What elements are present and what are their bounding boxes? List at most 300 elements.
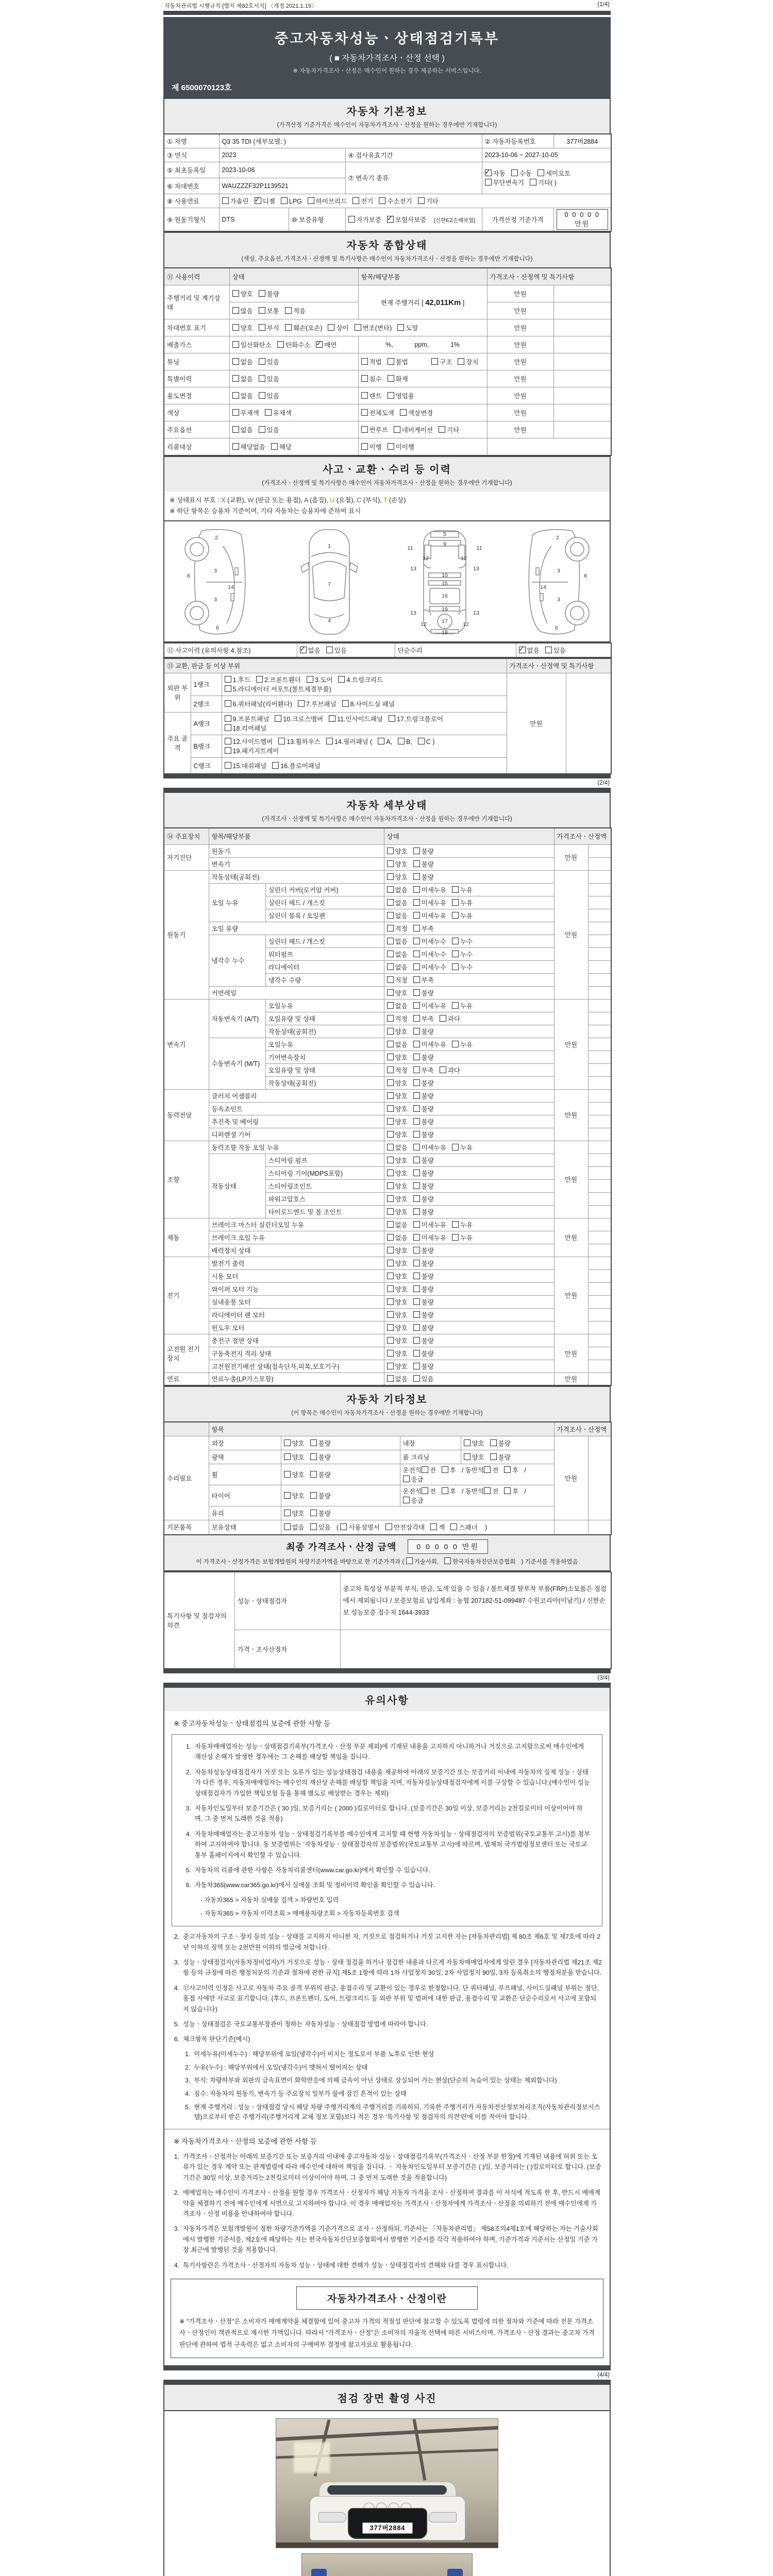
- checkbox-option[interactable]: [413, 1362, 434, 1371]
- unchecked-checkbox-icon[interactable]: [413, 1144, 420, 1150]
- unchecked-checkbox-icon[interactable]: [310, 1453, 317, 1460]
- unchecked-checkbox-icon[interactable]: [326, 738, 333, 744]
- checkbox-option[interactable]: [310, 1470, 331, 1479]
- checkbox-option[interactable]: [413, 859, 434, 869]
- checkbox-option[interactable]: [413, 988, 434, 997]
- unchecked-checkbox-icon[interactable]: [387, 1105, 394, 1112]
- unchecked-checkbox-icon[interactable]: [452, 951, 459, 957]
- checkbox-option[interactable]: [387, 1040, 408, 1049]
- checkbox-option[interactable]: [511, 168, 532, 178]
- checkbox-option[interactable]: [452, 1040, 473, 1049]
- unchecked-checkbox-icon[interactable]: [387, 1118, 394, 1125]
- checkbox-option[interactable]: [284, 1438, 305, 1448]
- unchecked-checkbox-icon[interactable]: [452, 963, 459, 970]
- checkbox-option[interactable]: [413, 1091, 434, 1100]
- unchecked-checkbox-icon[interactable]: [310, 1523, 317, 1530]
- unchecked-checkbox-icon[interactable]: [265, 409, 272, 416]
- unchecked-checkbox-icon[interactable]: [464, 1439, 470, 1446]
- checkbox-option[interactable]: [259, 323, 279, 332]
- checkbox-option[interactable]: [387, 885, 408, 894]
- unchecked-checkbox-icon[interactable]: [387, 1208, 394, 1215]
- unchecked-checkbox-icon[interactable]: [413, 1298, 420, 1305]
- checkbox-option[interactable]: [452, 962, 473, 972]
- checkbox-option[interactable]: [413, 846, 434, 856]
- unchecked-checkbox-icon[interactable]: [413, 899, 420, 906]
- checkbox-option[interactable]: [298, 699, 337, 708]
- checkbox-option[interactable]: [413, 1349, 434, 1358]
- checkbox-option[interactable]: [400, 408, 433, 417]
- checkbox-option[interactable]: [387, 1323, 408, 1332]
- checkbox-option[interactable]: [413, 1014, 434, 1023]
- unchecked-checkbox-icon[interactable]: [281, 197, 288, 204]
- unchecked-checkbox-icon[interactable]: [413, 976, 420, 983]
- checkbox-option[interactable]: [340, 1522, 379, 1532]
- unchecked-checkbox-icon[interactable]: [413, 1260, 420, 1266]
- unchecked-checkbox-icon[interactable]: [413, 1118, 420, 1125]
- checkbox-option[interactable]: [387, 1362, 408, 1371]
- checkbox-option[interactable]: [225, 737, 273, 746]
- unchecked-checkbox-icon[interactable]: [387, 951, 394, 957]
- checkbox-option[interactable]: [389, 714, 443, 723]
- checkbox-option[interactable]: [387, 1297, 408, 1307]
- checkbox-option[interactable]: [355, 323, 392, 332]
- checkbox-option[interactable]: [444, 1557, 515, 1566]
- unchecked-checkbox-icon[interactable]: [398, 738, 405, 744]
- checkbox-option[interactable]: [484, 1486, 498, 1496]
- unchecked-checkbox-icon[interactable]: [413, 1375, 420, 1382]
- checkbox-option[interactable]: [387, 975, 408, 985]
- checkbox-option[interactable]: [232, 306, 253, 315]
- checkbox-option[interactable]: [430, 1522, 445, 1532]
- unchecked-checkbox-icon[interactable]: [232, 307, 239, 314]
- checkbox-option[interactable]: [387, 1104, 408, 1113]
- checkbox-option[interactable]: [387, 1181, 408, 1191]
- unchecked-checkbox-icon[interactable]: [225, 715, 231, 722]
- checked-checkbox-icon[interactable]: [519, 647, 526, 653]
- unchecked-checkbox-icon[interactable]: [400, 409, 407, 416]
- checked-checkbox-icon[interactable]: [300, 647, 307, 653]
- checkbox-option[interactable]: [452, 1001, 473, 1010]
- checkbox-option[interactable]: [403, 1496, 424, 1505]
- unchecked-checkbox-icon[interactable]: [387, 1234, 394, 1241]
- unchecked-checkbox-icon[interactable]: [232, 392, 239, 399]
- checkbox-option[interactable]: [413, 1143, 446, 1152]
- unchecked-checkbox-icon[interactable]: [413, 1041, 420, 1047]
- checkbox-option[interactable]: [387, 1053, 408, 1062]
- unchecked-checkbox-icon[interactable]: [452, 1221, 459, 1228]
- checkbox-option[interactable]: [504, 1465, 518, 1475]
- unchecked-checkbox-icon[interactable]: [418, 738, 425, 744]
- unchecked-checkbox-icon[interactable]: [225, 676, 231, 683]
- unchecked-checkbox-icon[interactable]: [225, 724, 231, 731]
- unchecked-checkbox-icon[interactable]: [413, 989, 420, 996]
- checkbox-option[interactable]: [418, 196, 439, 206]
- unchecked-checkbox-icon[interactable]: [442, 1466, 448, 1473]
- checkbox-option[interactable]: [284, 1452, 305, 1462]
- unchecked-checkbox-icon[interactable]: [275, 715, 281, 722]
- unchecked-checkbox-icon[interactable]: [387, 1273, 394, 1279]
- unchecked-checkbox-icon[interactable]: [222, 197, 229, 204]
- unchecked-checkbox-icon[interactable]: [348, 216, 355, 223]
- unchecked-checkbox-icon[interactable]: [387, 912, 394, 919]
- unchecked-checkbox-icon[interactable]: [387, 1170, 394, 1176]
- unchecked-checkbox-icon[interactable]: [388, 443, 394, 450]
- checkbox-option[interactable]: [440, 1065, 460, 1075]
- checkbox-option[interactable]: [422, 1465, 436, 1475]
- unchecked-checkbox-icon[interactable]: [285, 324, 292, 331]
- checkbox-option[interactable]: [379, 196, 412, 206]
- unchecked-checkbox-icon[interactable]: [458, 358, 464, 365]
- unchecked-checkbox-icon[interactable]: [537, 170, 544, 176]
- checkbox-option[interactable]: [271, 442, 292, 451]
- unchecked-checkbox-icon[interactable]: [387, 1028, 394, 1035]
- checkbox-option[interactable]: [265, 408, 292, 417]
- checkbox-option[interactable]: [361, 425, 388, 434]
- unchecked-checkbox-icon[interactable]: [387, 860, 394, 867]
- checkbox-option[interactable]: [284, 1491, 305, 1500]
- unchecked-checkbox-icon[interactable]: [413, 1273, 420, 1279]
- unchecked-checkbox-icon[interactable]: [413, 848, 420, 854]
- checkbox-option[interactable]: [310, 1438, 331, 1448]
- unchecked-checkbox-icon[interactable]: [259, 324, 265, 331]
- unchecked-checkbox-icon[interactable]: [442, 1487, 448, 1494]
- checkbox-option[interactable]: [388, 442, 414, 451]
- checkbox-option[interactable]: [387, 872, 408, 882]
- checkbox-option[interactable]: [519, 646, 540, 655]
- checkbox-option[interactable]: [387, 1078, 408, 1088]
- unchecked-checkbox-icon[interactable]: [413, 1105, 420, 1112]
- unchecked-checkbox-icon[interactable]: [361, 443, 368, 450]
- car-top-view[interactable]: [280, 527, 378, 637]
- checkbox-option[interactable]: [440, 1014, 460, 1023]
- unchecked-checkbox-icon[interactable]: [271, 443, 278, 450]
- unchecked-checkbox-icon[interactable]: [259, 426, 265, 433]
- unchecked-checkbox-icon[interactable]: [342, 700, 349, 707]
- checkbox-option[interactable]: [284, 1509, 305, 1518]
- checkbox-option[interactable]: [259, 357, 279, 366]
- unchecked-checkbox-icon[interactable]: [225, 738, 231, 744]
- checkbox-option[interactable]: [413, 1027, 434, 1036]
- checkbox-option[interactable]: [387, 846, 408, 856]
- unchecked-checkbox-icon[interactable]: [403, 1476, 410, 1482]
- unchecked-checkbox-icon[interactable]: [387, 1015, 394, 1022]
- unchecked-checkbox-icon[interactable]: [387, 1337, 394, 1344]
- checkbox-option[interactable]: [259, 306, 279, 315]
- unchecked-checkbox-icon[interactable]: [413, 1015, 420, 1022]
- unchecked-checkbox-icon[interactable]: [387, 963, 394, 970]
- checkbox-option[interactable]: [545, 646, 566, 655]
- unchecked-checkbox-icon[interactable]: [504, 1466, 511, 1473]
- checkbox-option[interactable]: [387, 1065, 408, 1075]
- unchecked-checkbox-icon[interactable]: [413, 1350, 420, 1357]
- unchecked-checkbox-icon[interactable]: [225, 685, 231, 692]
- unchecked-checkbox-icon[interactable]: [387, 1247, 394, 1253]
- unchecked-checkbox-icon[interactable]: [413, 1079, 420, 1086]
- unchecked-checkbox-icon[interactable]: [440, 1066, 446, 1073]
- checkbox-option[interactable]: [278, 737, 321, 746]
- unchecked-checkbox-icon[interactable]: [484, 1466, 491, 1473]
- checkbox-option[interactable]: [484, 1465, 498, 1475]
- checkbox-option[interactable]: [387, 1246, 408, 1255]
- unchecked-checkbox-icon[interactable]: [403, 1497, 410, 1503]
- unchecked-checkbox-icon[interactable]: [413, 938, 420, 944]
- checkbox-option[interactable]: [225, 723, 267, 733]
- unchecked-checkbox-icon[interactable]: [387, 1079, 394, 1086]
- unchecked-checkbox-icon[interactable]: [284, 1439, 291, 1446]
- checkbox-option[interactable]: [442, 1465, 456, 1475]
- checkbox-option[interactable]: [232, 340, 272, 349]
- unchecked-checkbox-icon[interactable]: [387, 899, 394, 906]
- unchecked-checkbox-icon[interactable]: [387, 1157, 394, 1163]
- checkbox-option[interactable]: [490, 1452, 511, 1462]
- checkbox-option[interactable]: [310, 1509, 331, 1518]
- unchecked-checkbox-icon[interactable]: [452, 899, 459, 906]
- unchecked-checkbox-icon[interactable]: [413, 1157, 420, 1163]
- unchecked-checkbox-icon[interactable]: [387, 1375, 394, 1382]
- checkbox-option[interactable]: [413, 937, 446, 946]
- unchecked-checkbox-icon[interactable]: [397, 324, 404, 331]
- checkbox-option[interactable]: [413, 1323, 434, 1332]
- checkbox-option[interactable]: [387, 1027, 408, 1036]
- unchecked-checkbox-icon[interactable]: [504, 1487, 511, 1494]
- checkbox-option[interactable]: [413, 1233, 446, 1242]
- checkbox-option[interactable]: [387, 1233, 408, 1242]
- unchecked-checkbox-icon[interactable]: [413, 951, 420, 957]
- checkbox-option[interactable]: [387, 911, 408, 920]
- checkbox-option[interactable]: [338, 675, 383, 684]
- checkbox-option[interactable]: [397, 323, 418, 332]
- checkbox-option[interactable]: [452, 937, 473, 946]
- unchecked-checkbox-icon[interactable]: [464, 1453, 470, 1460]
- unchecked-checkbox-icon[interactable]: [284, 1510, 291, 1516]
- unchecked-checkbox-icon[interactable]: [418, 197, 425, 204]
- unchecked-checkbox-icon[interactable]: [413, 860, 420, 867]
- unchecked-checkbox-icon[interactable]: [413, 1234, 420, 1241]
- checkbox-option[interactable]: [452, 1143, 473, 1152]
- checkbox-option[interactable]: [464, 1452, 484, 1462]
- unchecked-checkbox-icon[interactable]: [284, 1523, 291, 1530]
- unchecked-checkbox-icon[interactable]: [545, 647, 552, 653]
- checkbox-option[interactable]: [361, 408, 394, 417]
- unchecked-checkbox-icon[interactable]: [394, 426, 400, 433]
- unchecked-checkbox-icon[interactable]: [361, 375, 368, 382]
- checkbox-option[interactable]: [387, 1336, 408, 1345]
- unchecked-checkbox-icon[interactable]: [387, 938, 394, 944]
- unchecked-checkbox-icon[interactable]: [361, 426, 368, 433]
- unchecked-checkbox-icon[interactable]: [422, 1487, 428, 1494]
- checkbox-option[interactable]: [398, 738, 412, 745]
- unchecked-checkbox-icon[interactable]: [452, 1041, 459, 1047]
- unchecked-checkbox-icon[interactable]: [413, 1066, 420, 1073]
- checkbox-option[interactable]: [387, 1130, 408, 1139]
- checkbox-option[interactable]: [439, 425, 459, 434]
- unchecked-checkbox-icon[interactable]: [232, 290, 239, 297]
- unchecked-checkbox-icon[interactable]: [329, 715, 335, 722]
- unchecked-checkbox-icon[interactable]: [326, 647, 333, 653]
- unchecked-checkbox-icon[interactable]: [444, 1557, 451, 1564]
- checkbox-option[interactable]: [413, 1246, 434, 1255]
- checkbox-option[interactable]: [329, 714, 383, 723]
- checked-checkbox-icon[interactable]: [316, 341, 323, 348]
- checkbox-option[interactable]: [413, 885, 446, 894]
- unchecked-checkbox-icon[interactable]: [387, 1002, 394, 1009]
- unchecked-checkbox-icon[interactable]: [452, 938, 459, 944]
- checkbox-option[interactable]: [361, 357, 382, 366]
- unchecked-checkbox-icon[interactable]: [413, 873, 420, 880]
- unchecked-checkbox-icon[interactable]: [413, 1337, 420, 1344]
- checkbox-option[interactable]: [348, 215, 381, 224]
- checkbox-option[interactable]: [413, 1310, 434, 1319]
- unchecked-checkbox-icon[interactable]: [232, 324, 239, 331]
- checkbox-option[interactable]: [413, 1078, 434, 1088]
- checkbox-option[interactable]: [413, 1130, 434, 1139]
- unchecked-checkbox-icon[interactable]: [387, 1195, 394, 1202]
- checkbox-option[interactable]: [413, 911, 446, 920]
- unchecked-checkbox-icon[interactable]: [285, 307, 292, 314]
- unchecked-checkbox-icon[interactable]: [259, 307, 265, 314]
- unchecked-checkbox-icon[interactable]: [431, 358, 438, 365]
- unchecked-checkbox-icon[interactable]: [307, 676, 313, 683]
- checkbox-option[interactable]: [485, 168, 506, 178]
- unchecked-checkbox-icon[interactable]: [413, 1170, 420, 1176]
- unchecked-checkbox-icon[interactable]: [388, 358, 394, 365]
- checkbox-option[interactable]: [387, 1259, 408, 1268]
- unchecked-checkbox-icon[interactable]: [284, 1492, 291, 1499]
- checkbox-option[interactable]: [413, 950, 446, 959]
- unchecked-checkbox-icon[interactable]: [452, 912, 459, 919]
- checkbox-option[interactable]: [387, 988, 408, 997]
- unchecked-checkbox-icon[interactable]: [387, 1350, 394, 1357]
- checkbox-option[interactable]: [464, 1438, 484, 1448]
- checkbox-option[interactable]: [452, 898, 473, 907]
- checkbox-option[interactable]: [232, 323, 253, 332]
- unchecked-checkbox-icon[interactable]: [232, 409, 239, 416]
- checkbox-option[interactable]: [284, 1470, 305, 1479]
- unchecked-checkbox-icon[interactable]: [387, 925, 394, 931]
- unchecked-checkbox-icon[interactable]: [284, 1453, 291, 1460]
- checkbox-option[interactable]: [450, 1522, 477, 1532]
- checkbox-option[interactable]: [413, 1272, 434, 1281]
- checkbox-option[interactable]: [442, 1486, 456, 1496]
- unchecked-checkbox-icon[interactable]: [430, 1523, 437, 1530]
- checkbox-option[interactable]: [225, 761, 267, 770]
- checkbox-option[interactable]: [285, 323, 323, 332]
- unchecked-checkbox-icon[interactable]: [387, 1311, 394, 1318]
- checkbox-option[interactable]: [530, 178, 557, 187]
- checkbox-option[interactable]: [387, 1001, 408, 1010]
- checkbox-option[interactable]: [232, 374, 253, 383]
- unchecked-checkbox-icon[interactable]: [225, 762, 231, 769]
- checkbox-option[interactable]: [259, 374, 279, 383]
- checkbox-option[interactable]: [452, 1233, 473, 1242]
- checkbox-option[interactable]: [388, 374, 408, 383]
- unchecked-checkbox-icon[interactable]: [530, 179, 536, 185]
- unchecked-checkbox-icon[interactable]: [387, 1092, 394, 1099]
- checkbox-option[interactable]: [387, 215, 426, 224]
- unchecked-checkbox-icon[interactable]: [387, 1324, 394, 1331]
- checkbox-option[interactable]: [232, 391, 253, 400]
- checkbox-option[interactable]: [387, 1014, 408, 1023]
- unchecked-checkbox-icon[interactable]: [225, 700, 231, 707]
- checkbox-option[interactable]: [316, 340, 337, 349]
- unchecked-checkbox-icon[interactable]: [413, 1092, 420, 1099]
- unchecked-checkbox-icon[interactable]: [387, 1066, 394, 1073]
- unchecked-checkbox-icon[interactable]: [310, 1492, 317, 1499]
- unchecked-checkbox-icon[interactable]: [439, 426, 445, 433]
- checkbox-option[interactable]: [310, 1452, 331, 1462]
- unchecked-checkbox-icon[interactable]: [361, 358, 368, 365]
- checkbox-option[interactable]: [232, 357, 253, 366]
- checkbox-option[interactable]: [342, 699, 395, 708]
- unchecked-checkbox-icon[interactable]: [450, 1523, 457, 1530]
- unchecked-checkbox-icon[interactable]: [413, 1028, 420, 1035]
- unchecked-checkbox-icon[interactable]: [413, 1182, 420, 1189]
- checkbox-option[interactable]: [284, 1522, 305, 1532]
- checkbox-option[interactable]: [387, 1272, 408, 1281]
- checkbox-option[interactable]: [388, 357, 408, 366]
- checkbox-option[interactable]: [413, 1065, 434, 1075]
- unchecked-checkbox-icon[interactable]: [259, 358, 265, 365]
- checkbox-option[interactable]: [385, 1522, 425, 1532]
- unchecked-checkbox-icon[interactable]: [452, 1144, 459, 1150]
- checkbox-option[interactable]: [259, 425, 279, 434]
- checkbox-option[interactable]: [452, 885, 473, 894]
- unchecked-checkbox-icon[interactable]: [361, 409, 368, 416]
- checkbox-option[interactable]: [225, 714, 270, 723]
- checkbox-option[interactable]: [413, 872, 434, 882]
- checkbox-option[interactable]: [387, 962, 408, 972]
- unchecked-checkbox-icon[interactable]: [378, 738, 384, 744]
- unchecked-checkbox-icon[interactable]: [413, 925, 420, 931]
- checkbox-option[interactable]: [452, 911, 473, 920]
- checkbox-option[interactable]: [413, 1220, 446, 1229]
- unchecked-checkbox-icon[interactable]: [387, 1054, 394, 1060]
- unchecked-checkbox-icon[interactable]: [387, 1131, 394, 1138]
- unchecked-checkbox-icon[interactable]: [272, 762, 279, 769]
- unchecked-checkbox-icon[interactable]: [387, 989, 394, 996]
- checkbox-option[interactable]: [403, 1475, 424, 1484]
- unchecked-checkbox-icon[interactable]: [259, 392, 265, 399]
- unchecked-checkbox-icon[interactable]: [387, 1144, 394, 1150]
- unchecked-checkbox-icon[interactable]: [490, 1439, 497, 1446]
- checkbox-option[interactable]: [281, 197, 302, 205]
- checkbox-option[interactable]: [418, 738, 435, 745]
- checkbox-option[interactable]: [413, 1297, 434, 1307]
- unchecked-checkbox-icon[interactable]: [298, 700, 305, 707]
- unchecked-checkbox-icon[interactable]: [422, 1466, 428, 1473]
- unchecked-checkbox-icon[interactable]: [387, 848, 394, 854]
- checkbox-option[interactable]: [422, 1486, 436, 1496]
- checkbox-option[interactable]: [387, 859, 408, 869]
- checkbox-option[interactable]: [387, 1117, 408, 1126]
- unchecked-checkbox-icon[interactable]: [387, 1221, 394, 1228]
- unchecked-checkbox-icon[interactable]: [308, 197, 314, 204]
- unchecked-checkbox-icon[interactable]: [452, 886, 459, 893]
- checkbox-option[interactable]: [387, 1156, 408, 1165]
- unchecked-checkbox-icon[interactable]: [406, 1557, 413, 1564]
- unchecked-checkbox-icon[interactable]: [490, 1453, 497, 1460]
- checkbox-option[interactable]: [413, 1207, 434, 1216]
- unchecked-checkbox-icon[interactable]: [232, 443, 239, 450]
- unchecked-checkbox-icon[interactable]: [355, 324, 361, 331]
- unchecked-checkbox-icon[interactable]: [232, 375, 239, 382]
- unchecked-checkbox-icon[interactable]: [387, 886, 394, 893]
- checkbox-option[interactable]: [352, 196, 373, 206]
- checkbox-option[interactable]: [225, 684, 331, 693]
- inspection-photo-underbody[interactable]: [301, 2553, 473, 2576]
- unchecked-checkbox-icon[interactable]: [413, 1311, 420, 1318]
- checked-checkbox-icon[interactable]: [485, 170, 492, 176]
